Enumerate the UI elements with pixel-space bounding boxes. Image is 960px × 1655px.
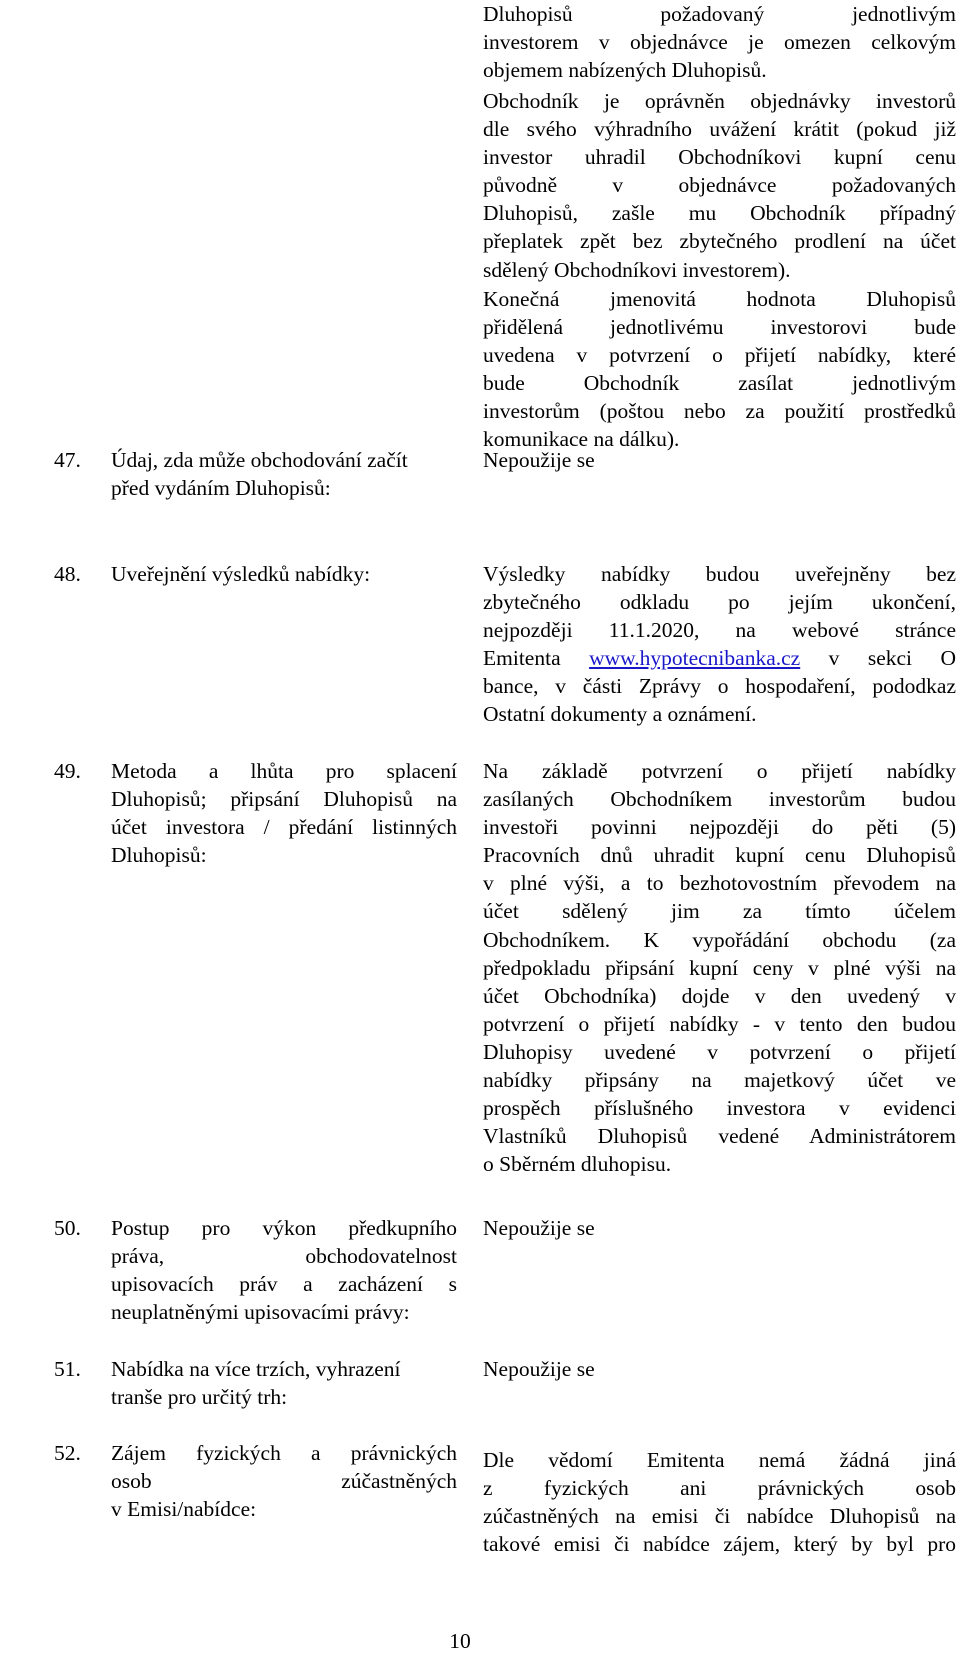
item-number-51: 51. bbox=[54, 1357, 81, 1381]
text-line: o Sběrném dluhopisu. bbox=[483, 1152, 672, 1177]
text-line: Konečná jmenovitá hodnota Dluhopisů bbox=[483, 287, 956, 311]
text-line: Nepoužije se bbox=[483, 1216, 595, 1240]
item-label-49 bbox=[111, 757, 457, 869]
item-label-51 bbox=[111, 1355, 457, 1411]
label-line: Dluhopisů: bbox=[111, 843, 207, 867]
label-line: upisovacích práv a zacházení s bbox=[111, 1272, 457, 1296]
label-line: osob zúčastněných bbox=[111, 1469, 457, 1493]
text-line: Dle vědomí Emitenta nemá žádná jiná bbox=[483, 1448, 956, 1472]
text-fragment: v sekci O bbox=[800, 646, 956, 671]
text-line: Obchodník je oprávněn objednávky investorů bbox=[483, 89, 956, 113]
text-line-with-link bbox=[483, 644, 956, 672]
item-label-47 bbox=[111, 446, 457, 502]
item-text-50 bbox=[483, 1214, 956, 1242]
text-line: dle svého výhradního uvážení krátit (pokud již bbox=[483, 117, 956, 142]
text-line: nejpozději 11.1.2020, na webové stránce bbox=[483, 618, 956, 643]
item-label-48 bbox=[111, 560, 457, 588]
page-number: 10 bbox=[449, 1629, 471, 1653]
item-number-52: 52. bbox=[54, 1441, 81, 1465]
text-line: Dluhopisy uvedené v potvrzení o přijetí bbox=[483, 1039, 956, 1064]
text-line: bance, v části Zprávy o hospodaření, pododkaz bbox=[483, 674, 956, 699]
text-line: sdělený Obchodníkovi investorem). bbox=[483, 257, 791, 282]
item-number-50: 50. bbox=[54, 1216, 81, 1240]
text-line: Ostatní dokumenty a oznámení. bbox=[483, 702, 757, 727]
text-line: Vlastníků Dluhopisů vedené Administrátorem bbox=[483, 1124, 956, 1149]
label-line: účet investora / předání listinných bbox=[111, 815, 457, 839]
text-line: prospěch příslušného investora v evidenci bbox=[483, 1096, 956, 1121]
text-order-reduction bbox=[483, 87, 956, 284]
label-line: před vydáním Dluhopisů: bbox=[111, 476, 331, 500]
text-allocation-limit bbox=[483, 0, 956, 84]
label-line: Postup pro výkon předkupního bbox=[111, 1216, 457, 1240]
text-line: investoři povinni nejpozději do pěti (5) bbox=[483, 815, 956, 840]
text-line: účet sdělený jim za tímto účelem bbox=[483, 899, 956, 924]
text-line: investorům (poštou nebo za použití prostředků bbox=[483, 399, 956, 424]
item-number-49: 49. bbox=[54, 759, 81, 783]
text-line: Nepoužije se bbox=[483, 1357, 595, 1381]
text-fragment: Emitenta bbox=[483, 646, 590, 671]
label-line: Metoda a lhůta pro splacení bbox=[111, 759, 457, 783]
text-line: potvrzení o přijetí nabídky - v tento den budou bbox=[483, 1011, 956, 1036]
text-line: Výsledky nabídky budou uveřejněny bez bbox=[483, 562, 956, 586]
label-line: v Emisi/nabídce: bbox=[111, 1497, 257, 1521]
text-line: přidělená jednotlivému investorovi bude bbox=[483, 315, 956, 340]
text-line: uvedena v potvrzení o přijetí nabídky, které bbox=[483, 343, 956, 368]
label-line: Nabídka na více trzích, vyhrazení bbox=[111, 1357, 401, 1381]
item-label-50 bbox=[111, 1214, 457, 1326]
text-line: v plné výši, a to bezhotovostním převodem na bbox=[483, 871, 956, 896]
item-number-47: 47. bbox=[54, 448, 81, 472]
text-line: zasílaných Obchodníkem investorům budou bbox=[483, 787, 956, 812]
label-line: práva, obchodovatelnost bbox=[111, 1244, 457, 1268]
text-line: předpokladu připsání kupní ceny v plné výši na bbox=[483, 955, 956, 980]
item-text-48 bbox=[483, 560, 956, 729]
text-line: zúčastněných na emisi či nabídce Dluhopisů na bbox=[483, 1504, 956, 1529]
text-line: Nepoužije se bbox=[483, 448, 595, 472]
label-line: Údaj, zda může obchodování začít bbox=[111, 448, 408, 472]
text-line: z fyzických ani právnických osob bbox=[483, 1476, 956, 1501]
label-line: Dluhopisů; připsání Dluhopisů na bbox=[111, 787, 457, 811]
item-text-49 bbox=[483, 757, 956, 1178]
item-text-52 bbox=[483, 1446, 956, 1558]
text-line: zbytečného odkladu po jejím ukončení, bbox=[483, 590, 956, 615]
text-line: investorem v objednávce je omezen celkovým bbox=[483, 30, 956, 55]
text-line: přeplatek zpět bez zbytečného prodlení na účet bbox=[483, 229, 956, 254]
label-line: neuplatněnými upisovacími právy: bbox=[111, 1300, 410, 1324]
text-line: takové emisi či nabídce zájem, který by byl pro bbox=[483, 1532, 956, 1557]
text-line: bude Obchodník zasílat jednotlivým bbox=[483, 371, 956, 396]
text-line: Na základě potvrzení o přijetí nabídky bbox=[483, 759, 956, 783]
item-label-52 bbox=[111, 1439, 457, 1523]
text-line: investor uhradil Obchodníkovi kupní cenu bbox=[483, 145, 956, 170]
text-line: komunikace na dálku). bbox=[483, 427, 680, 452]
text-line: Obchodníkem. K vypořádání obchodu (za bbox=[483, 927, 956, 952]
text-line: nabídky připsány na majetkový účet ve bbox=[483, 1068, 956, 1093]
text-line: objemem nabízených Dluhopisů. bbox=[483, 58, 767, 83]
label-line: Uveřejnění výsledků nabídky: bbox=[111, 562, 371, 586]
text-line: účet Obchodníka) dojde v den uvedený v bbox=[483, 983, 956, 1008]
text-line: Dluhopisů požadovaný jednotlivým bbox=[483, 2, 956, 26]
text-line: Pracovních dnů uhradit kupní cenu Dluhopisů bbox=[483, 843, 956, 868]
label-line: Zájem fyzických a právnických bbox=[111, 1441, 457, 1465]
item-text-51 bbox=[483, 1355, 956, 1383]
text-line: původně v objednávce požadovaných bbox=[483, 173, 956, 198]
text-line: Dluhopisů, zašle mu Obchodník případný bbox=[483, 201, 956, 226]
text-final-nominal bbox=[483, 285, 956, 454]
emitent-website-link[interactable]: www.hypotecnibanka.cz bbox=[589, 646, 801, 671]
label-line: tranše pro určitý trh: bbox=[111, 1385, 288, 1409]
item-text-47 bbox=[483, 446, 956, 474]
item-number-48: 48. bbox=[54, 562, 81, 586]
